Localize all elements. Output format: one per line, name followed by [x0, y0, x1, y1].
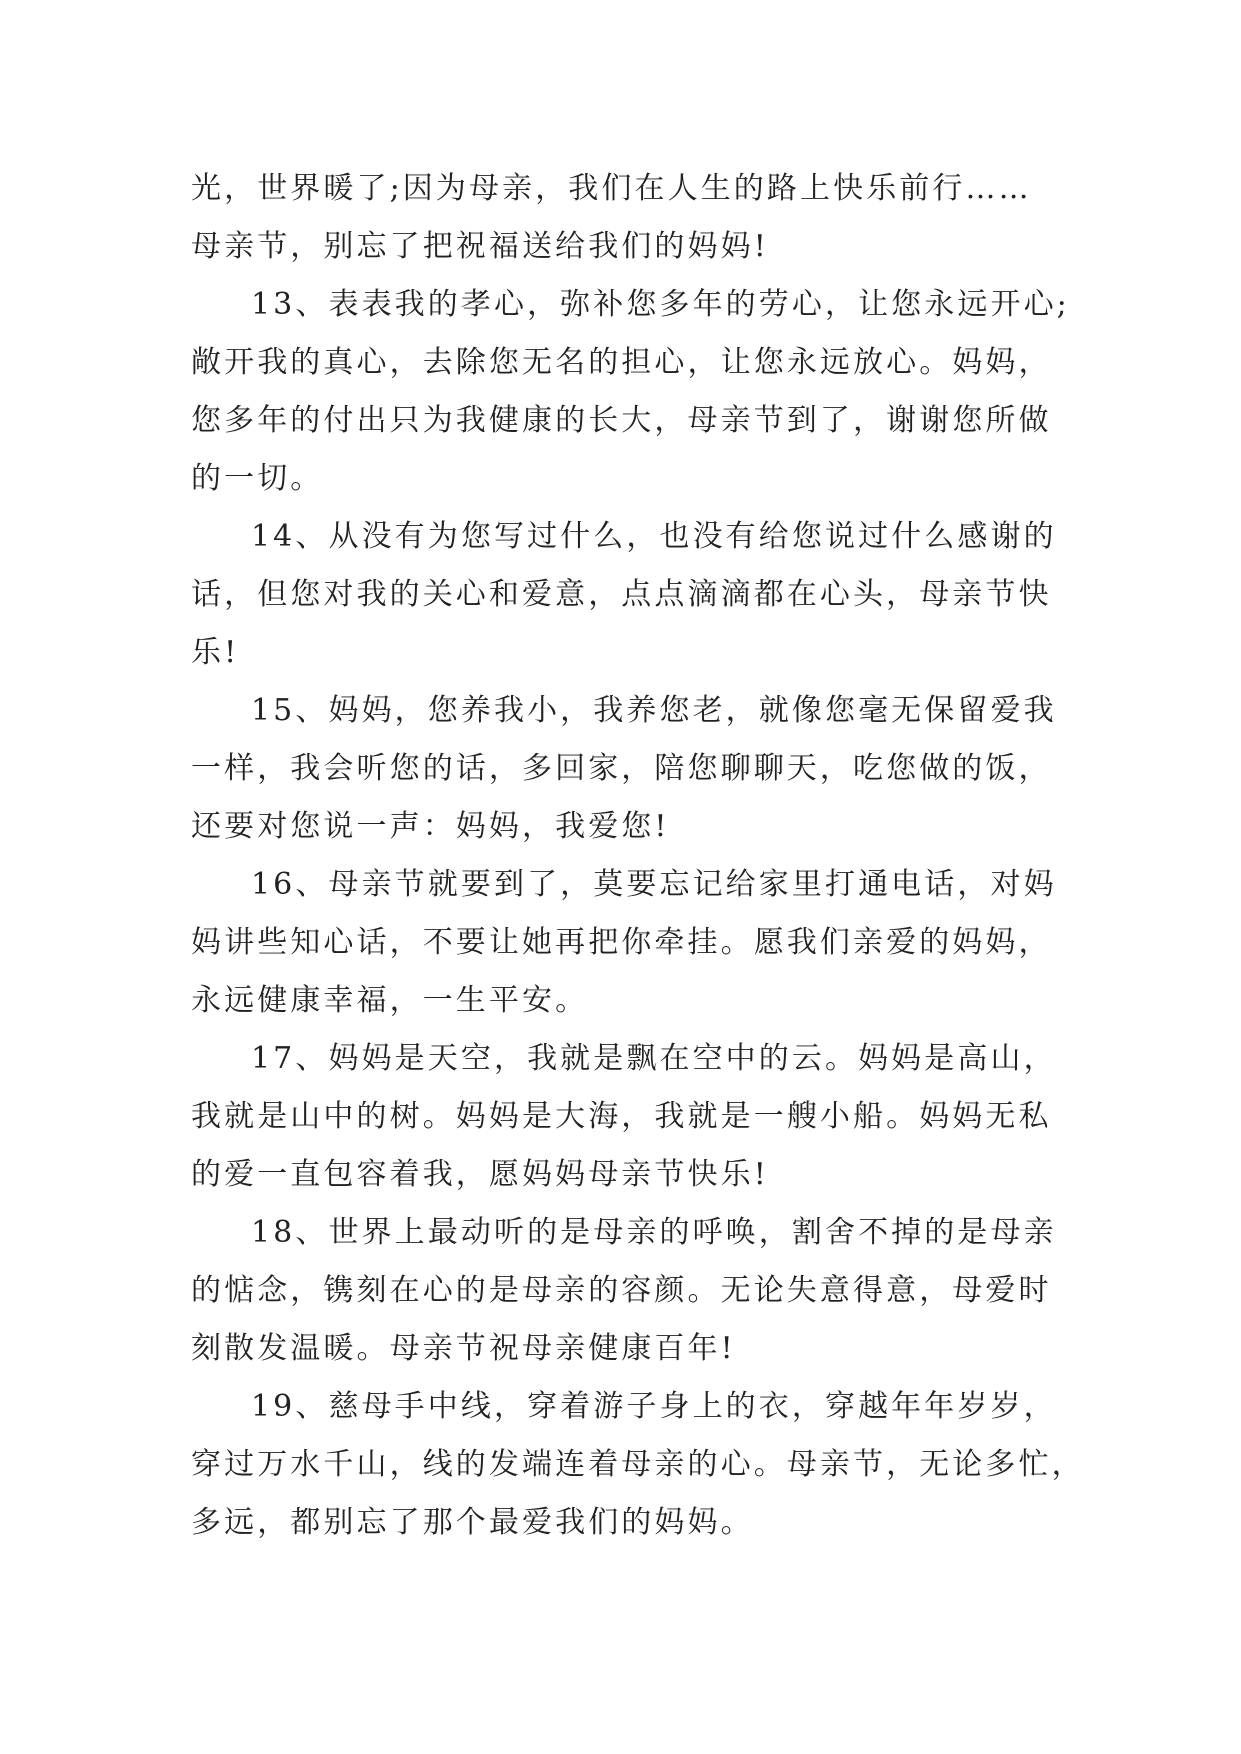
paragraph-17 [191, 1030, 1063, 1204]
paragraph-15 [191, 682, 1063, 856]
paragraph-line: 光，世界暖了;因为母亲，我们在人生的路上快乐前行…… [191, 171, 1032, 206]
paragraph-line: 的爱一直包容着我，愿妈妈母亲节快乐! [191, 1157, 769, 1192]
paragraph-line: 话，但您对我的关心和爱意，点点滴滴都在心头，母亲节快 [191, 577, 1052, 612]
paragraph-line: 刻散发温暖。母亲节祝母亲健康百年! [191, 1331, 736, 1366]
paragraph-line: 母亲节，别忘了把祝福送给我们的妈妈! [191, 229, 769, 264]
paragraph-line: 乐! [191, 635, 240, 670]
paragraph-line: 的一切。 [191, 461, 324, 496]
paragraph-line: 多远，都别忘了那个最爱我们的妈妈。 [191, 1505, 754, 1540]
paragraph-line: 穿过万水千山，线的发端连着母亲的心。母亲节，无论多忙， [191, 1447, 1085, 1482]
paragraph-line: 一样，我会听您的话，多回家，陪您聊聊天，吃您做的饭， [191, 751, 1052, 786]
paragraph-line: 妈讲些知心话，不要让她再把你牵挂。愿我们亲爱的妈妈， [191, 925, 1052, 960]
paragraph-line: 19、慈母手中线，穿着游子身上的衣，穿越年年岁岁， [251, 1389, 1057, 1424]
paragraph-line: 我就是山中的树。妈妈是大海，我就是一艘小船。妈妈无私 [191, 1099, 1052, 1134]
paragraph-continued [191, 160, 1063, 276]
paragraph-line: 18、世界上最动听的是母亲的呼唤，割舍不掉的是母亲 [251, 1215, 1057, 1250]
paragraph-line: 17、妈妈是天空，我就是飘在空中的云。妈妈是高山， [251, 1041, 1057, 1076]
paragraph-line: 敞开我的真心，去除您无名的担心，让您永远放心。妈妈， [191, 345, 1052, 380]
document-page [191, 160, 1085, 1552]
paragraph-line: 您多年的付出只为我健康的长大，母亲节到了，谢谢您所做 [191, 403, 1052, 438]
paragraph-line: 15、妈妈，您养我小，我养您老，就像您毫无保留爱我 [251, 693, 1057, 728]
paragraph-line: 还要对您说一声：妈妈，我爱您! [191, 809, 670, 844]
paragraph-line: 永远健康幸福，一生平安。 [191, 983, 589, 1018]
paragraph-19 [191, 1378, 1085, 1552]
paragraph-18 [191, 1204, 1063, 1378]
paragraph-13 [191, 276, 1070, 508]
paragraph-14 [191, 508, 1063, 682]
paragraph-16 [191, 856, 1063, 1030]
paragraph-line: 14、从没有为您写过什么，也没有给您说过什么感谢的 [251, 519, 1057, 554]
paragraph-line: 的惦念，镌刻在心的是母亲的容颜。无论失意得意，母爱时 [191, 1273, 1052, 1308]
paragraph-line: 13、表表我的孝心，弥补您多年的劳心，让您永远开心; [251, 287, 1070, 322]
paragraph-line: 16、母亲节就要到了，莫要忘记给家里打通电话，对妈 [251, 867, 1057, 902]
